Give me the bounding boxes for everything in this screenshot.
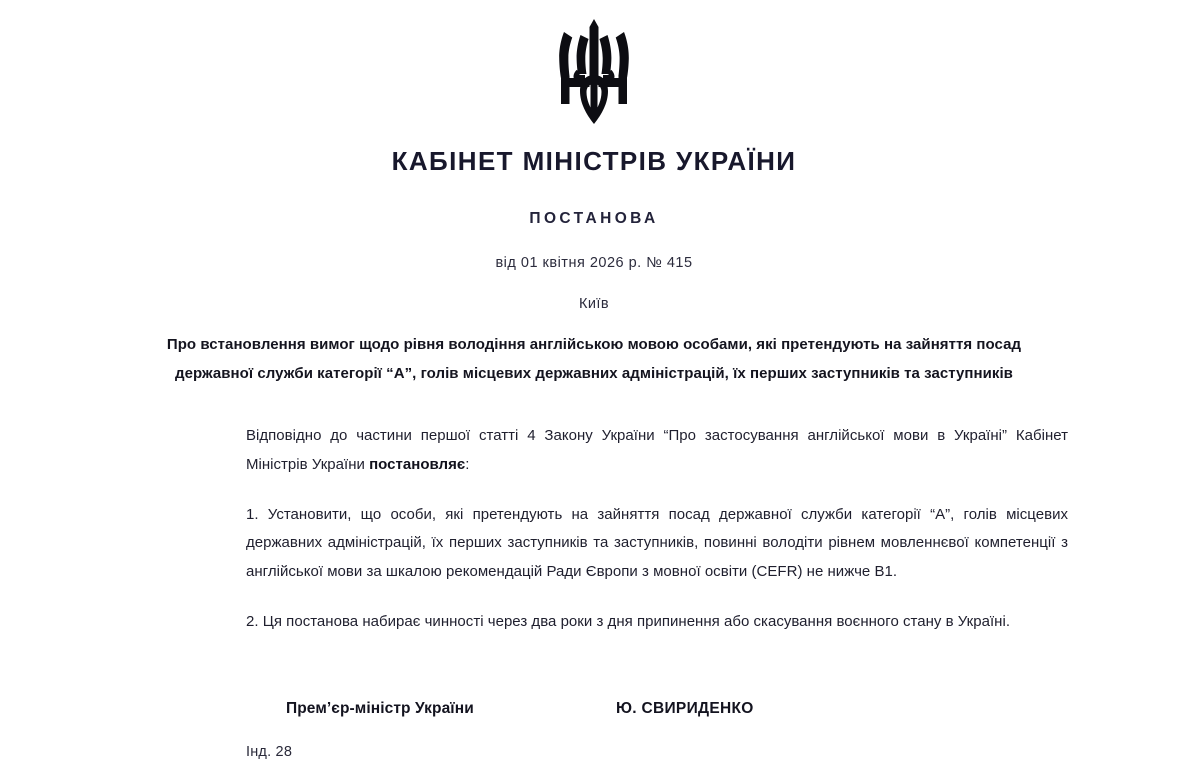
signature-block — [286, 700, 846, 718]
preamble-paragraph — [246, 422, 1068, 480]
emblem-container — [0, 18, 1188, 128]
preamble-bold-word: постановляє — [369, 455, 466, 473]
document-type: ПОСТАНОВА — [529, 210, 659, 228]
signatory-name: Ю. СВИРИДЕНКО — [616, 700, 754, 717]
document-city: Київ — [579, 296, 609, 313]
document-date-number: від 01 квітня 2026 р. № 415 — [495, 255, 693, 272]
signatory-role: Прем’єр-міністр України — [286, 700, 474, 717]
ukraine-trident-emblem — [555, 18, 633, 128]
clause-paragraph-1: 1. Установити, що особи, які претендують на зайняття посад державної служби категорії “А”, голів місцевих державних адміністрацій, їх перших заступників та заступників, повинні володіти рівнем мовленнєвої компетенції з англійської мови за шкалою рекомендацій Ради Європи з мовної освіти (CEFR) не нижче В1. — [246, 505, 1068, 581]
preamble-prefix-text: Відповідно до частини першої статті 4 Закону України “Про застосування англійської мови в Україні” Кабінет Міністрів України — [246, 427, 1068, 473]
document-body — [246, 422, 1068, 637]
document-header — [0, 146, 1188, 312]
document-index: Інд. 28 — [246, 744, 293, 760]
organization-title: КАБІНЕТ МІНІСТРІВ УКРАЇНИ — [391, 146, 797, 176]
document-subject-title: Про встановлення вимог щодо рівня володіння англійською мовою особами, які претендують на зайняття посад державної служби категорії “А”, голів місцевих державних адміністрацій, їх перших заступників та заступників — [166, 336, 1022, 383]
clause-paragraph-2: 2. Ця постанова набирає чинності через два роки з дня припинення або скасування воєнного стану в Україні. — [246, 612, 1011, 630]
preamble-suffix-text: : — [465, 455, 470, 473]
